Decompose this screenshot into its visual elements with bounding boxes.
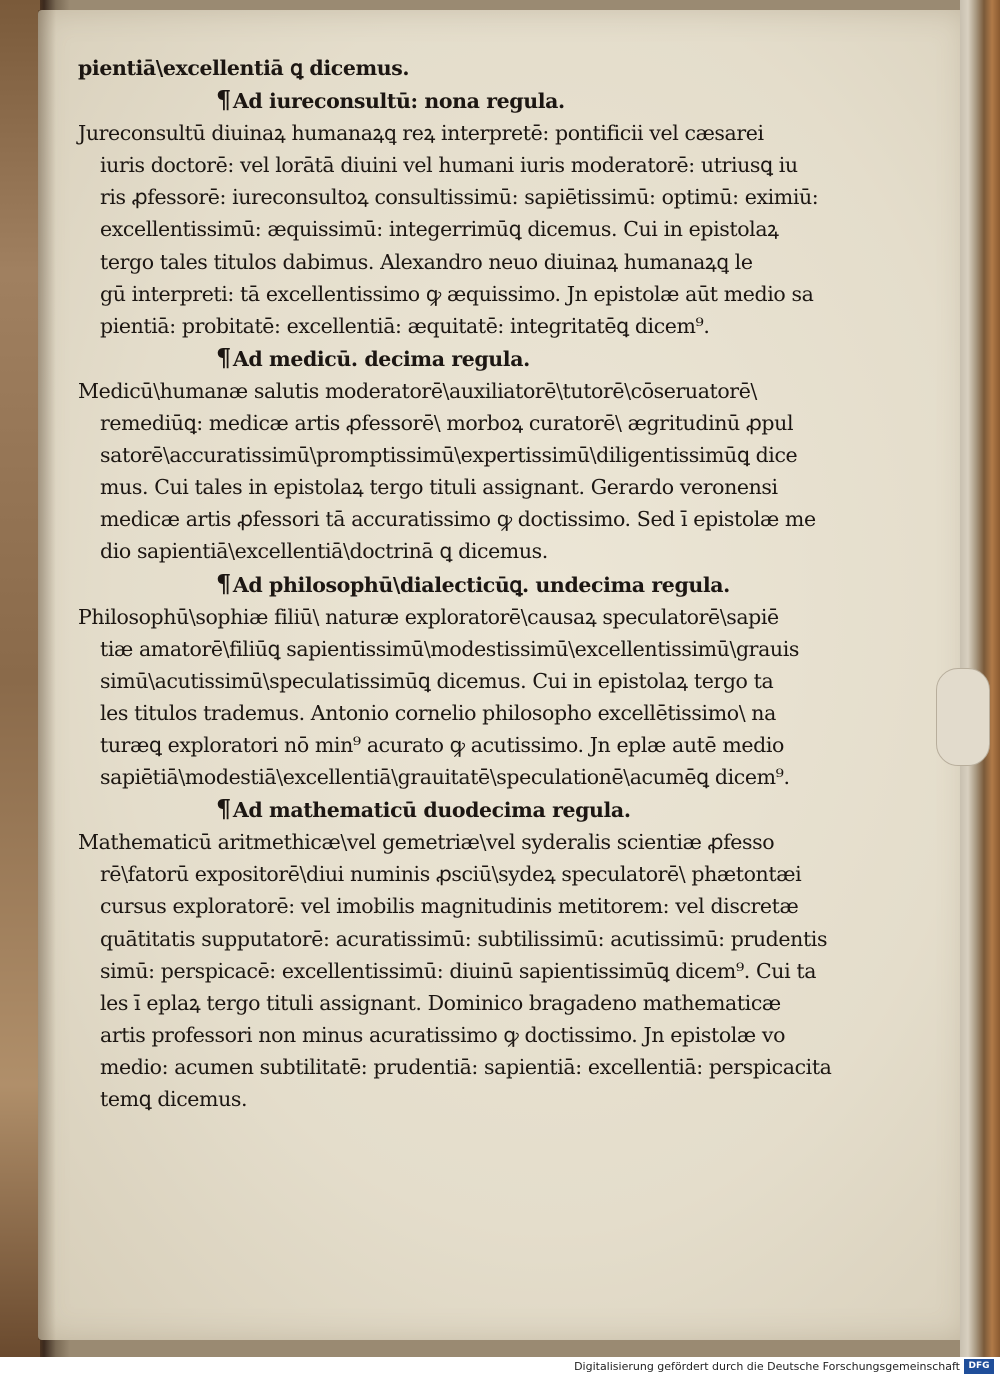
- text-line: [78, 1051, 832, 1083]
- line-text: ris ꝓfessorē: iureconsultoꝝ consultissimū: sapiētissimū: optimū: eximiū:: [100, 185, 819, 210]
- line-text: rē\fatorū expositorē\diui numinis ꝓsciū\sydeꝝ speculatorē\ phætontæi: [100, 862, 802, 887]
- text-line: [78, 729, 818, 761]
- line-text: quātitatis supputatorē: acuratissimū: subtilissimū: acutissimū: prudentis: [100, 926, 828, 951]
- text-line: [78, 52, 818, 84]
- line-text: les titulos trademus. Antonio cornelio philosopho excellētissimo\ na: [100, 700, 776, 725]
- text-line: [78, 987, 818, 1019]
- pilcrow-mark: ¶: [216, 342, 231, 372]
- rule-heading: [78, 568, 818, 601]
- text-line: [78, 1083, 818, 1115]
- line-text: remediūꝗ: medicæ artis ꝓfessorē\ morboꝝ curatorē\ ægritudinū ꝓpul: [100, 411, 794, 436]
- line-text: Mathematicū aritmethicæ\vel gemetriæ\vel syderalis scientiæ ꝓfesso: [78, 830, 775, 855]
- text-line: [78, 890, 818, 922]
- text-line: [78, 923, 828, 955]
- pilcrow-mark: ¶: [216, 85, 231, 115]
- line-text: Ad medicū. decima regula.: [232, 346, 530, 371]
- text-line: [78, 665, 818, 697]
- page-text: [78, 52, 832, 1115]
- line-text: Jureconsultū diuinaꝝ humanaꝝꝗ reꝝ interpretē: pontificii vel cæsarei: [78, 121, 764, 146]
- line-text: mus. Cui tales in epistolaꝝ tergo tituli assignant. Gerardo veronensi: [100, 475, 778, 500]
- line-text: temꝗ dicemus.: [100, 1087, 248, 1111]
- funding-credit: Digitalisierung gefördert durch die Deutsche Forschungsgemeinschaft: [574, 1360, 960, 1373]
- line-text: pientiā: probitatē: excellentiā: æquitatē: integritatēꝗ dicem⁹.: [100, 313, 710, 338]
- page-fold-shadow: [38, 10, 56, 1340]
- line-text: tiæ amatorē\filiūꝗ sapientissimū\modestissimū\excellentissimū\grauis: [100, 636, 799, 661]
- line-text: turæꝗ exploratori nō min⁹ acurato ꝙ acutissimo. Jn eplæ autē medio: [100, 732, 784, 757]
- line-text: Ad mathematicū duodecima regula.: [232, 798, 631, 823]
- line-text: excellentissimū: æquissimū: integerrimūꝗ dicemus. Cui in epistolaꝝ: [100, 217, 779, 242]
- text-line: [78, 407, 818, 439]
- text-line: [78, 697, 818, 729]
- line-text: Medicū\humanæ salutis moderatorē\auxiliatorē\tutorē\cōseruatorē\: [78, 378, 757, 403]
- clip-tab: [936, 668, 990, 766]
- line-text: tergo tales titulos dabimus. Alexandro neuo diuinaꝝ humanaꝝꝗ le: [100, 249, 753, 274]
- text-line: [78, 246, 818, 278]
- rule-heading: [78, 342, 818, 375]
- text-line: [78, 535, 818, 567]
- footer-bar: [0, 1357, 1000, 1377]
- text-line: [78, 503, 818, 535]
- text-line: [78, 601, 818, 633]
- rule-heading: [78, 793, 818, 826]
- text-line: [78, 181, 818, 213]
- line-text: pientiā\excellentiā ꝗ dicemus.: [78, 56, 410, 80]
- line-text: medicæ artis ꝓfessori tā accuratissimo ꝙ doctissimo. Sed ī epistolæ me: [100, 507, 816, 532]
- text-line: [78, 213, 818, 245]
- line-text: sapiētiā\modestiā\excellentiā\grauitatē\speculationē\acumēꝗ dicem⁹.: [100, 765, 790, 790]
- text-line: [78, 149, 818, 181]
- text-line: [78, 761, 818, 793]
- line-text: satorē\accuratissimū\promptissimū\expertissimū\diligentissimūꝗ dice: [100, 443, 798, 468]
- text-line: [78, 471, 818, 503]
- text-line: [78, 278, 818, 310]
- line-text: Ad philosophū\dialecticūꝗ. undecima regula.: [232, 572, 730, 597]
- line-text: gū interpreti: tā excellentissimo ꝙ æquissimo. Jn epistolæ aūt medio sa: [100, 281, 814, 306]
- text-line: [78, 117, 818, 149]
- line-text: simū\acutissimū\speculatissimūꝗ dicemus. Cui in epistolaꝝ tergo ta: [100, 668, 774, 693]
- text-line: [78, 826, 818, 858]
- line-text: iuris doctorē: vel lorātā diuini vel humani iuris moderatorē: utriusꝗ iu: [100, 153, 798, 178]
- text-line: [78, 858, 818, 890]
- rule-heading: [78, 84, 818, 117]
- line-text: artis professori non minus acuratissimo ꝙ doctissimo. Jn epistolæ vo: [100, 1022, 786, 1047]
- line-text: medio: acumen subtilitatē: prudentiā: sapientiā: excellentiā: perspicacita: [100, 1054, 832, 1079]
- text-line: [78, 375, 818, 407]
- line-text: simū: perspicacē: excellentissimū: diuinū sapientissimūꝗ dicem⁹. Cui ta: [100, 958, 817, 983]
- text-line: [78, 310, 818, 342]
- line-text: les ī eplaꝝ tergo tituli assignant. Dominico bragadeno mathematicæ: [100, 990, 781, 1015]
- line-text: cursus exploratorē: vel imobilis magnitudinis metitorem: vel discretæ: [100, 894, 799, 919]
- line-text: dio sapientiā\excellentiā\doctrinā ꝗ dicemus.: [100, 539, 548, 564]
- dfg-logo: DFG: [964, 1359, 994, 1374]
- pilcrow-mark: ¶: [216, 568, 231, 598]
- text-line: [78, 1019, 818, 1051]
- pilcrow-mark: ¶: [216, 794, 231, 824]
- binding-edge: [0, 0, 40, 1357]
- line-text: Philosophū\sophiæ filiū\ naturæ exploratorē\causaꝝ speculatorē\sapiē: [78, 604, 779, 629]
- text-line: [78, 955, 818, 987]
- line-text: Ad iureconsultū: nona regula.: [232, 89, 565, 114]
- text-line: [78, 439, 818, 471]
- text-line: [78, 633, 818, 665]
